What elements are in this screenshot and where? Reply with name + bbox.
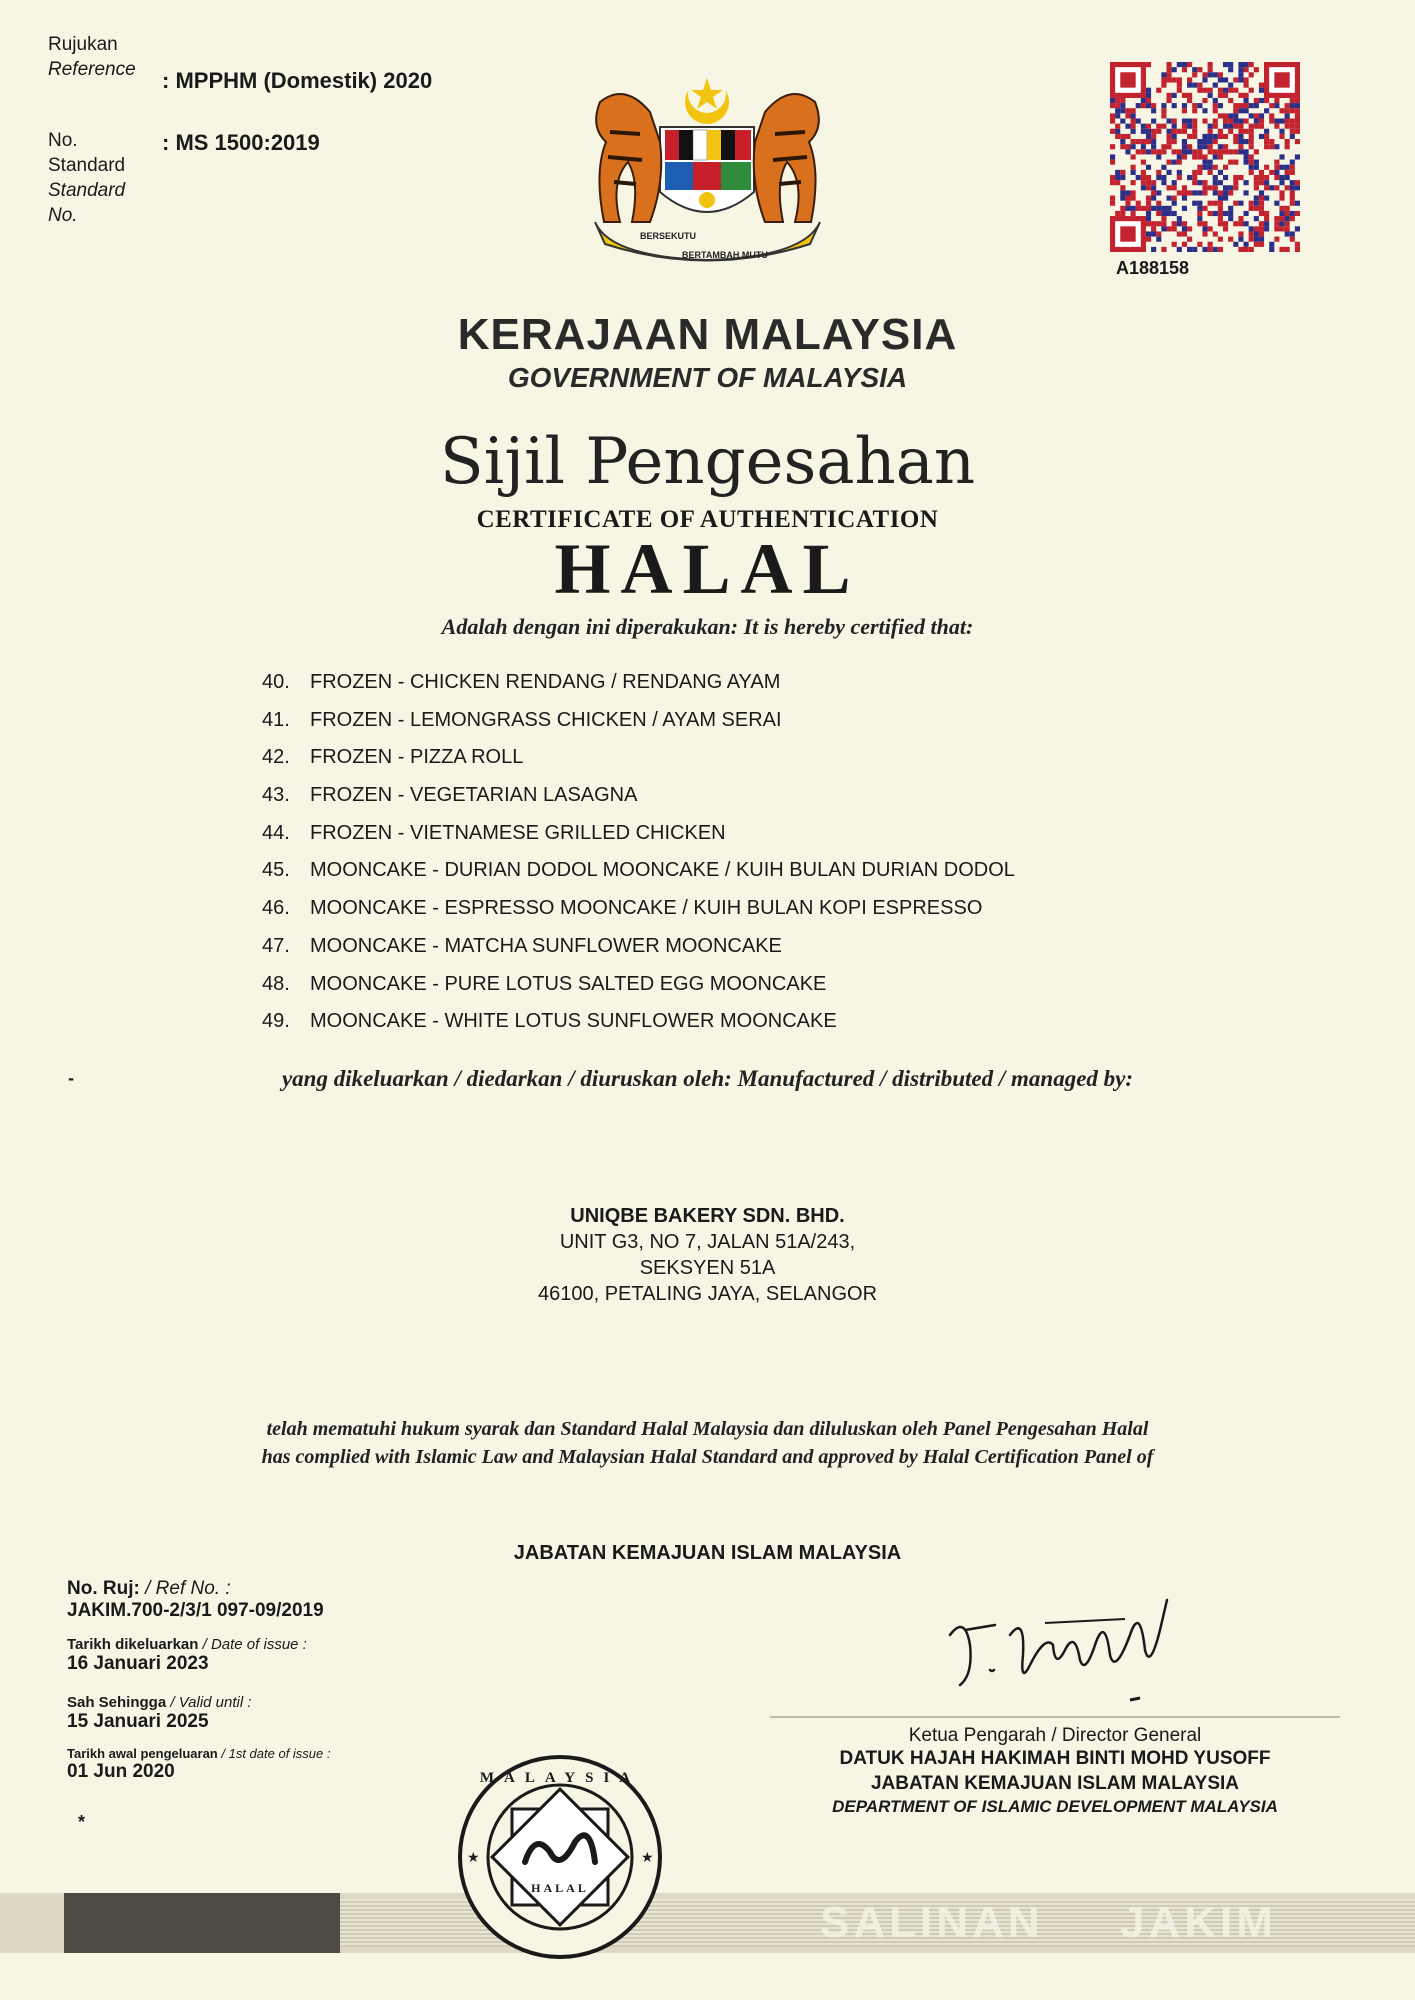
- item-name: FROZEN - VIETNAMESE GRILLED CHICKEN: [310, 821, 726, 844]
- issue-date: [67, 1636, 307, 1675]
- list-item: [262, 777, 1015, 815]
- signature-line: [770, 1716, 1340, 1718]
- valid-until: [67, 1694, 252, 1733]
- standard-label-ms-1: No.: [48, 130, 78, 151]
- item-name: MOONCAKE - ESPRESSO MOONCAKE / KUIH BULAN KOPI ESPRESSO: [310, 897, 983, 920]
- first-value: 01 Jun 2020: [67, 1761, 175, 1782]
- signatory-department-ms: JABATAN KEMAJUAN ISLAM MALAYSIA: [870, 1773, 1240, 1794]
- compliance-text-en: has complied with Islamic Law and Malaysian Halal Standard and approved by Halal Certification Panel of: [261, 1446, 1154, 1468]
- first-label-en: / 1st date of issue :: [217, 1746, 331, 1761]
- item-number: 40.: [262, 671, 290, 693]
- signatory-title: Ketua Pengarah / Director General: [908, 1725, 1202, 1746]
- list-item: [262, 815, 1015, 853]
- standard-value: : MS 1500:2019: [162, 130, 320, 155]
- manufactured-by-label: yang dikeluarkan / diedarkan / diuruskan oleh: Manufactured / distributed / managed by:: [281, 1066, 1134, 1091]
- item-name: MOONCAKE - DURIAN DODOL MOONCAKE / KUIH BULAN DURIAN DODOL: [310, 859, 1015, 882]
- reference-value: : MPPHM (Domestik) 2020: [162, 68, 433, 93]
- standard-label-en-1: Standard: [48, 180, 126, 201]
- issuing-department: JABATAN KEMAJUAN ISLAM MALAYSIA: [513, 1542, 902, 1564]
- standard-label-en-2: No.: [48, 205, 78, 226]
- ribbon-text-left: BERSEKUTU: [640, 231, 697, 241]
- company-address-3: 46100, PETALING JAYA, SELANGOR: [537, 1283, 878, 1305]
- product-list: [262, 664, 1015, 1041]
- compliance-text-ms: telah mematuhi hukum syarak dan Standard Halal Malaysia dan diluluskan oleh Panel Pengesahan Halal: [266, 1418, 1149, 1440]
- watermark-right: JAKIM: [1120, 1898, 1277, 1947]
- qr-code: [1110, 62, 1300, 252]
- item-number: 46.: [262, 897, 290, 920]
- item-number: 41.: [262, 708, 290, 731]
- certificate-title-ms: Sijil Pengesahan: [439, 425, 976, 499]
- company-address-2: SEKSYEN 51A: [639, 1257, 776, 1279]
- svg-text:★: ★: [467, 1849, 480, 1865]
- issue-value: 16 Januari 2023: [67, 1653, 209, 1674]
- halal-title: HALAL: [554, 529, 861, 609]
- company-name: UNIQBE BAKERY SDN. BHD.: [570, 1205, 845, 1227]
- item-name: FROZEN - PIZZA ROLL: [310, 746, 524, 769]
- item-name: FROZEN - CHICKEN RENDANG / RENDANG AYAM: [310, 671, 781, 693]
- list-item: [262, 928, 1015, 966]
- signature: [935, 1575, 1195, 1705]
- reference-number: [67, 1578, 324, 1622]
- coat-of-arms-emblem: [570, 72, 845, 272]
- list-item: [262, 966, 1015, 1004]
- first-issue-date: [67, 1746, 331, 1783]
- signatory-name: DATUK HAJAH HAKIMAH BINTI MOHD YUSOFF: [839, 1748, 1271, 1769]
- company-block: [0, 1203, 1415, 1307]
- valid-label-en: / Valid until :: [166, 1694, 252, 1711]
- certificate-title-en: CERTIFICATE OF AUTHENTICATION: [476, 506, 939, 533]
- halal-seal: [455, 1752, 665, 1962]
- certified-intro: Adalah dengan ini diperakukan: It is hereby certified that:: [441, 614, 974, 639]
- seal-ring-text: MALAYSIA: [479, 1770, 641, 1786]
- first-label-ms: Tarikh awal pengeluaran: [67, 1746, 218, 1761]
- item-number: 49.: [262, 1010, 290, 1033]
- seal-center-text: HALAL: [531, 1881, 589, 1895]
- company-address-1: UNIT G3, NO 7, JALAN 51A/243,: [559, 1231, 856, 1253]
- reference-label-ms: Rujukan: [48, 34, 118, 55]
- star-mark: *: [78, 1812, 86, 1832]
- ref-label-ms: No. Ruj:: [67, 1578, 140, 1599]
- ribbon-text-bottom: BERTAMBAH MUTU: [682, 250, 768, 260]
- item-number: 45.: [262, 859, 290, 882]
- dash-mark: -: [68, 1068, 74, 1088]
- item-number: 42.: [262, 746, 290, 769]
- issue-label-ms: Tarikh dikeluarkan: [67, 1636, 199, 1653]
- valid-label-ms: Sah Sehingga: [67, 1694, 167, 1711]
- ref-label-en: / Ref No. :: [139, 1578, 231, 1599]
- government-title-en: GOVERNMENT OF MALAYSIA: [507, 362, 908, 393]
- list-item: [262, 1003, 1015, 1041]
- reference-label: [48, 32, 136, 82]
- ref-value: JAKIM.700-2/3/1 097-09/2019: [67, 1600, 324, 1621]
- list-item: [262, 702, 1015, 740]
- list-item: [262, 664, 1015, 702]
- item-number: 47.: [262, 934, 290, 957]
- serial-number: A188158: [1116, 258, 1190, 278]
- item-name: MOONCAKE - WHITE LOTUS SUNFLOWER MOONCAKE: [310, 1010, 837, 1033]
- valid-value: 15 Januari 2025: [67, 1711, 209, 1732]
- item-name: MOONCAKE - PURE LOTUS SALTED EGG MOONCAKE: [310, 972, 827, 995]
- item-name: FROZEN - VEGETARIAN LASAGNA: [310, 784, 638, 807]
- reference-label-en: Reference: [48, 59, 136, 80]
- list-item: [262, 890, 1015, 928]
- item-name: FROZEN - LEMONGRASS CHICKEN / AYAM SERAI: [310, 708, 782, 731]
- standard-label: [48, 128, 125, 228]
- signatory-department-en: DEPARTMENT OF ISLAMIC DEVELOPMENT MALAYSIA: [832, 1797, 1278, 1816]
- svg-text:★: ★: [641, 1849, 654, 1865]
- list-item: [262, 852, 1015, 890]
- footer-dark-block: [64, 1893, 340, 1953]
- item-number: 48.: [262, 972, 290, 995]
- list-item: [262, 739, 1015, 777]
- government-title-ms: KERAJAAN MALAYSIA: [457, 310, 958, 359]
- issue-label-en: / Date of issue :: [198, 1636, 307, 1653]
- standard-label-ms-2: Standard: [48, 155, 126, 176]
- item-number: 43.: [262, 784, 290, 807]
- item-number: 44.: [262, 821, 290, 844]
- watermark-left: SALINAN: [820, 1898, 1044, 1947]
- item-name: MOONCAKE - MATCHA SUNFLOWER MOONCAKE: [310, 934, 782, 957]
